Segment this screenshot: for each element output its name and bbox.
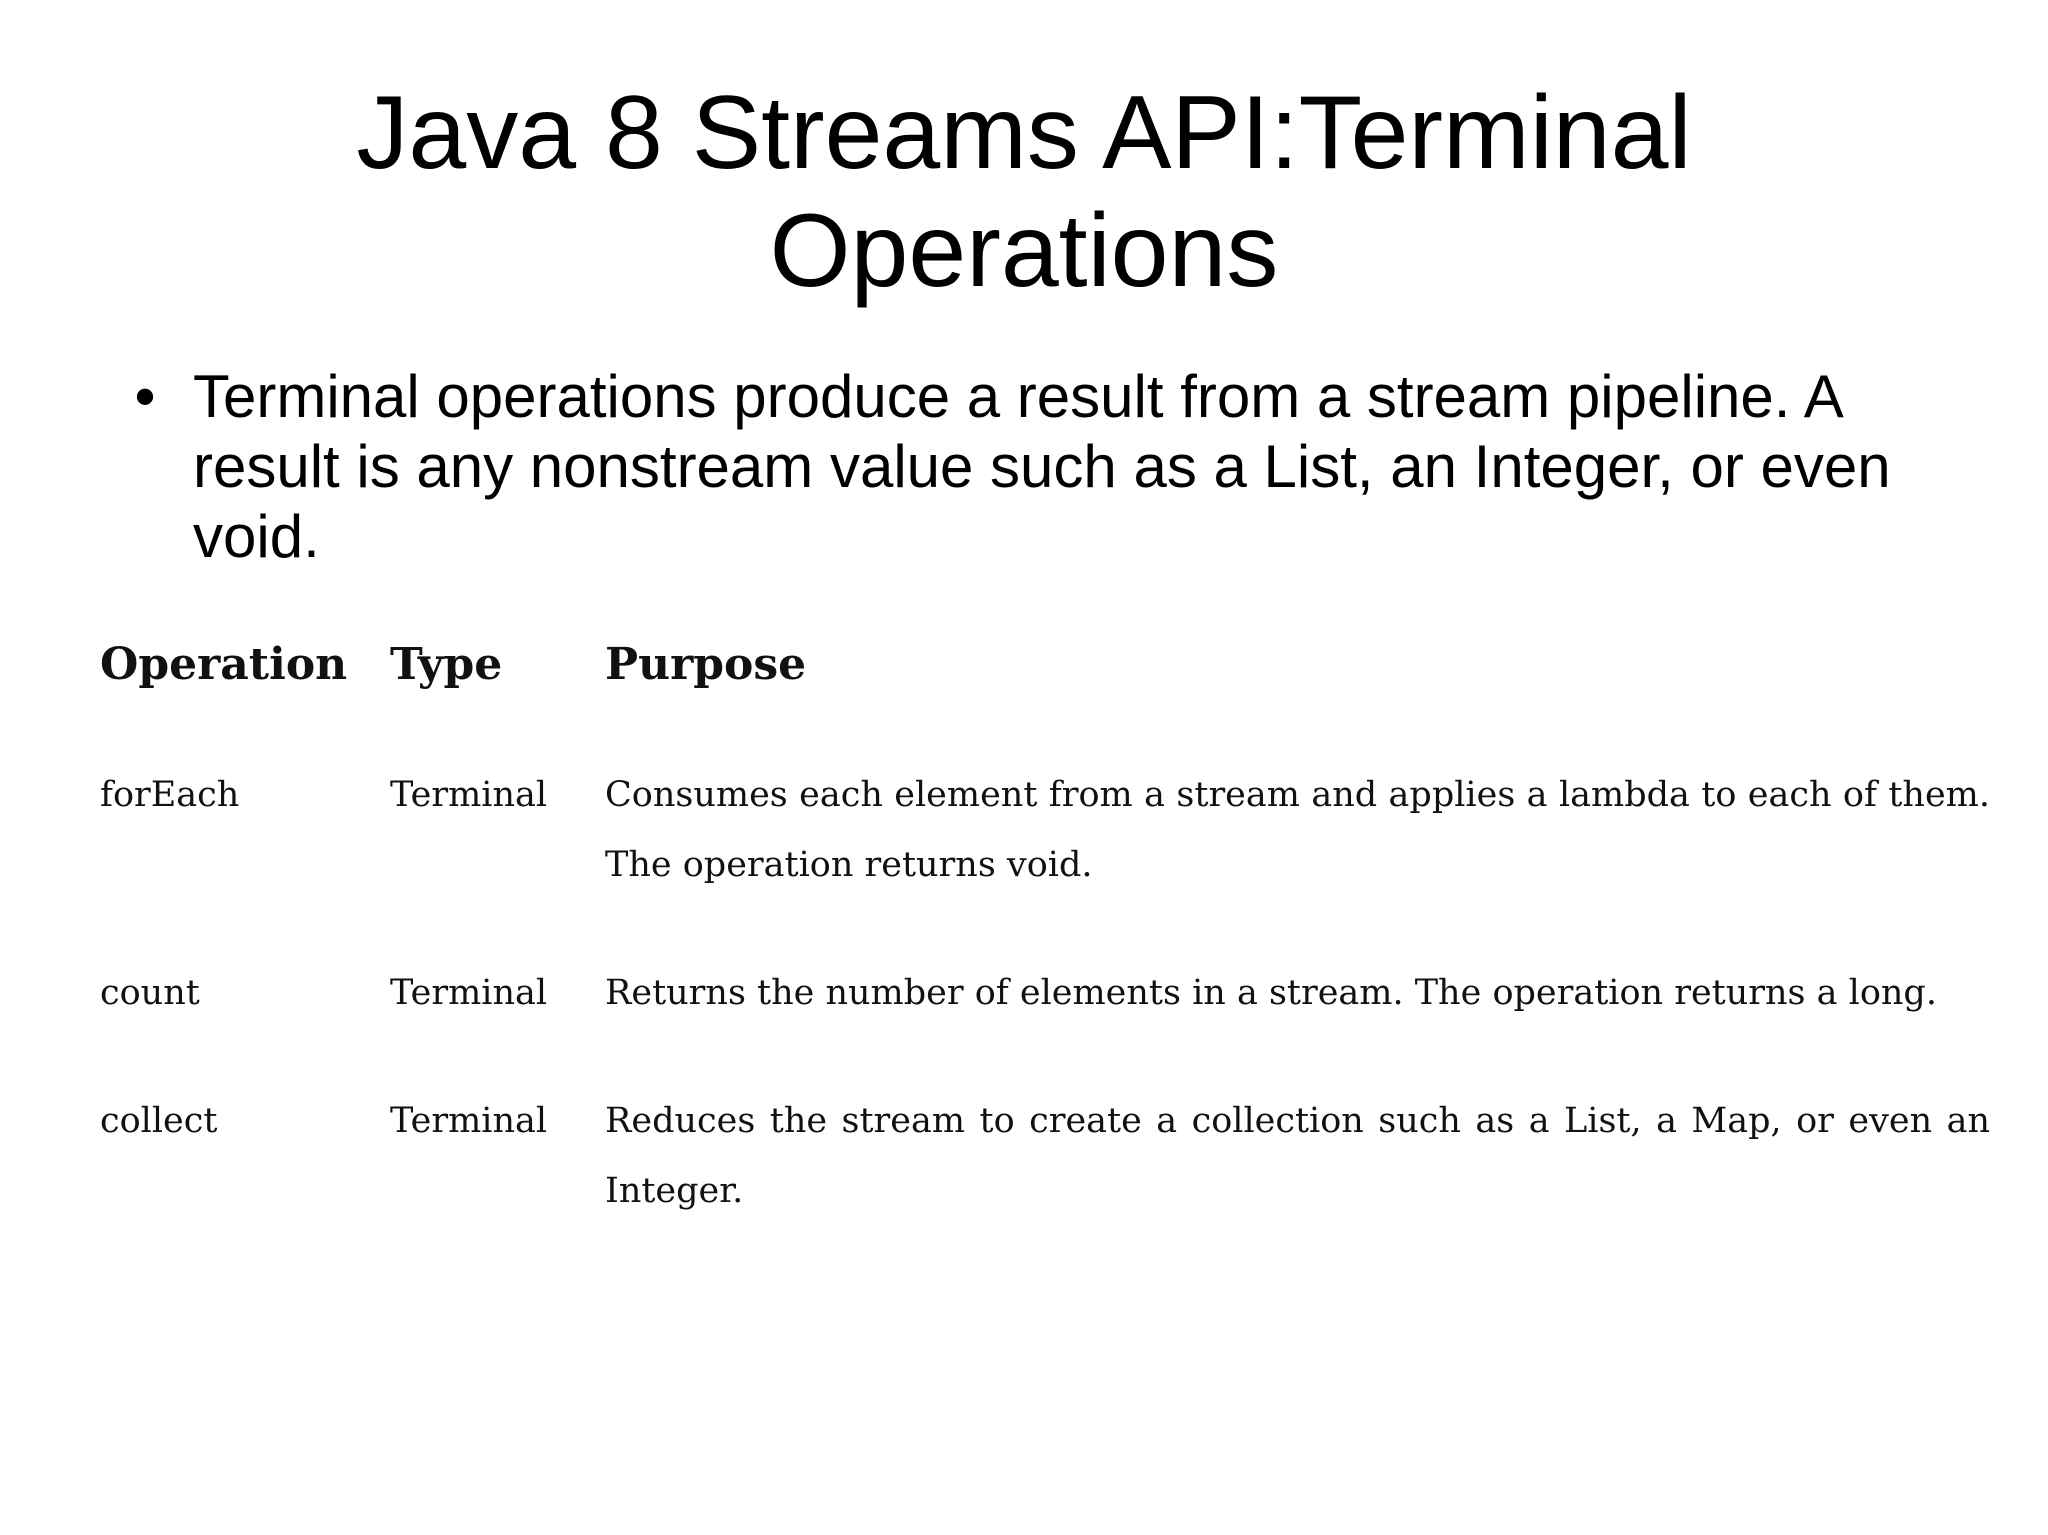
table-header-row [100, 630, 1990, 760]
header-operation: Operation [100, 639, 348, 690]
bullet-text: Terminal operations produce a result from a stream pipeline. A result is any nonstream value such as a List, an Integer, or even void. [193, 363, 1891, 570]
bullet-list [120, 362, 1980, 572]
cell-operation: count [100, 973, 200, 1013]
cell-purpose: Reduces the stream to create a collection such as a List, a Map, or even an Integer. [605, 1101, 1990, 1211]
slide-title [160, 74, 1888, 310]
slide-title-line-2: Operations [769, 193, 1279, 309]
bullet-item [120, 362, 1980, 572]
bullet-icon: • [134, 363, 156, 430]
operations-table [100, 630, 1990, 1256]
cell-purpose: Consumes each element from a stream and applies a lambda to each of them. The operation returns void. [605, 775, 1990, 885]
cell-type: Terminal [390, 973, 548, 1013]
cell-type: Terminal [390, 775, 548, 815]
header-purpose: Purpose [605, 639, 807, 690]
cell-operation: collect [100, 1101, 218, 1141]
table-row [100, 760, 1990, 958]
table-row [100, 958, 1990, 1086]
cell-operation: forEach [100, 775, 240, 815]
cell-purpose: Returns the number of elements in a stream. The operation returns a long. [605, 973, 1937, 1013]
header-type: Type [390, 639, 503, 690]
cell-type: Terminal [390, 1101, 548, 1141]
slide-title-line-1: Java 8 Streams API:Terminal [356, 75, 1692, 191]
table-row [100, 1086, 1990, 1256]
